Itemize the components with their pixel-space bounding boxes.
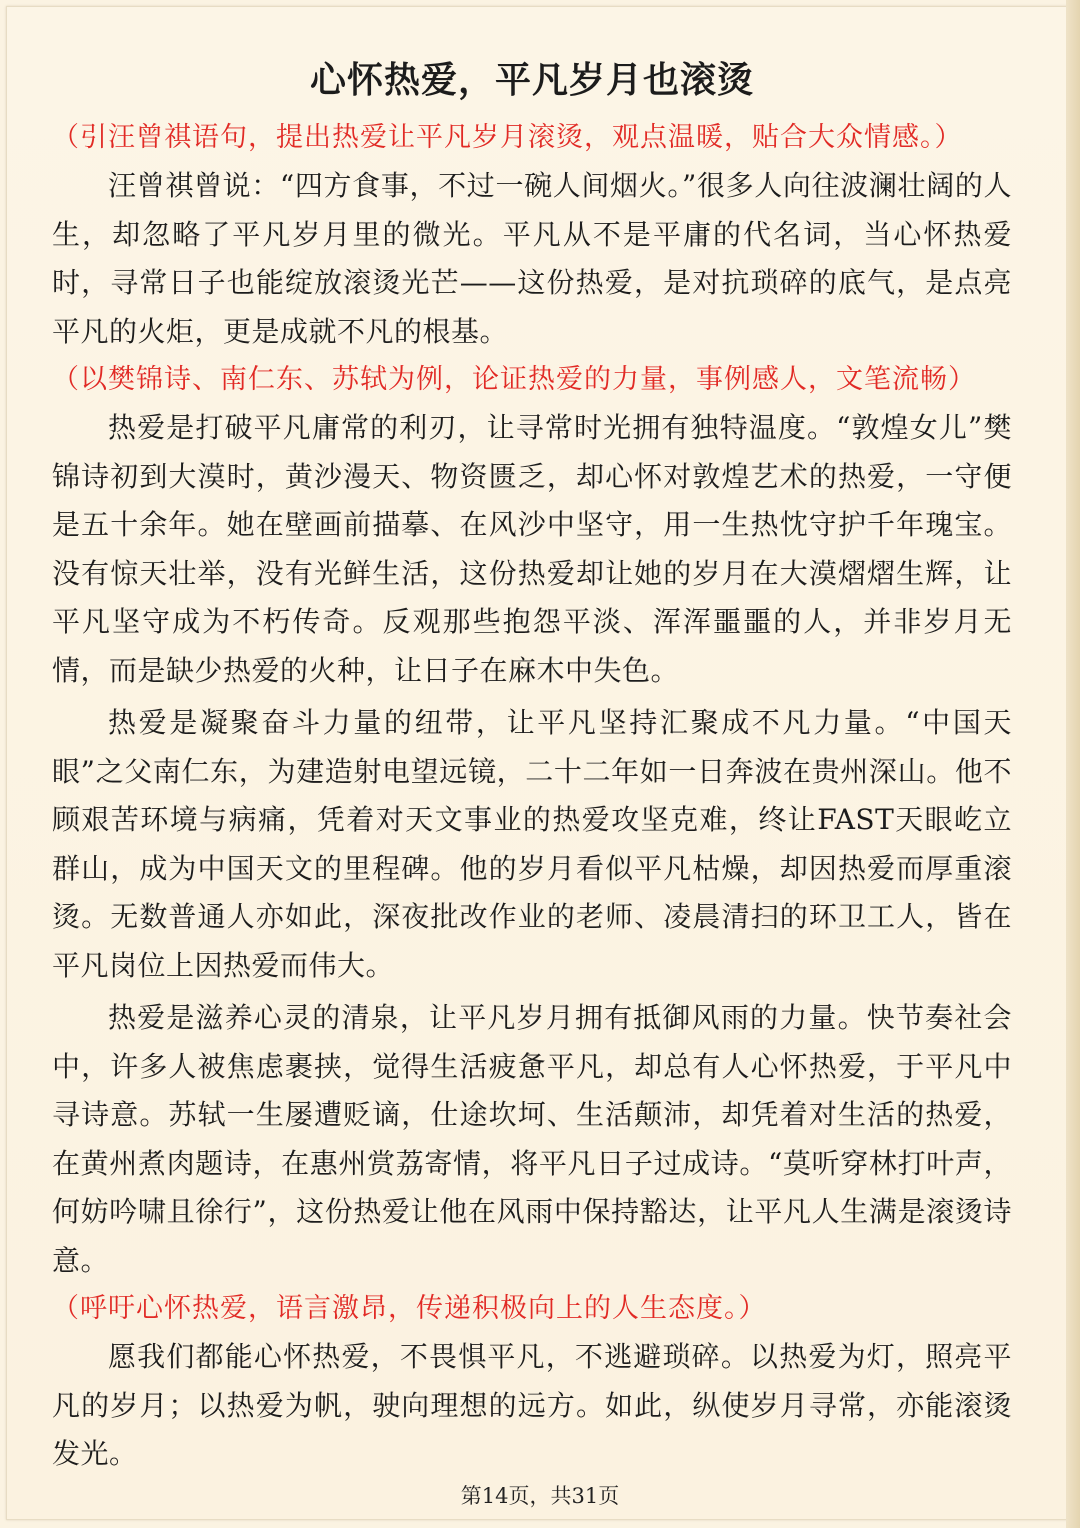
essay-title: 心怀热爱，平凡岁月也滚烫	[309, 60, 754, 101]
paragraph-conclusion: 愿我们都能心怀热爱，不畏惧平凡，不逃避琐碎。以热爱为灯，照亮平凡的岁月；以热爱为帆，驶向理想的远方。如此，纵使岁月寻常，亦能滚烫发光。	[52, 1340, 1012, 1470]
paragraph-su-shi: 热爱是滋养心灵的清泉，让平凡岁月拥有抵御风雨的力量。快节奏社会中，许多人被焦虑裹挟，觉得生活疲惫平凡，却总有人心怀热爱，于平凡中寻诗意。苏轼一生屡遭贬谪，仕途坎坷、生活颠沛，却凭着对生活的热爱，在黄州煮肉题诗，在惠州赏荔寄情，将平凡日子过成诗。“莫听穿林打叶声，何妨吟啸且徐行”，这份热爱让他在风雨中保持豁达，让平凡人生满是滚烫诗意。	[52, 1001, 1012, 1277]
annotation-body: （以樊锦诗、南仁东、苏轼为例，论证热爱的力量，事例感人，文笔流畅）	[52, 364, 976, 395]
paragraph-intro: 汪曾祺曾说：“四方食事，不过一碗人间烟火。”很多人向往波澜壮阔的人生，却忽略了平凡岁月里的微光。平凡从不是平庸的代名词，当心怀热爱时，寻常日子也能绽放滚烫光芒——这份热爱，是对抗琐碎的底气，是点亮平凡的火炬，更是成就不凡的根基。	[52, 169, 1012, 348]
paragraph-nan-rendong: 热爱是凝聚奋斗力量的纽带，让平凡坚持汇聚成不凡力量。“中国天眼”之父南仁东，为建造射电望远镜，二十二年如一日奔波在贵州深山。他不顾艰苦环境与病痛，凭着对天文事业的热爱攻坚克难，终让FAST天眼屹立群山，成为中国天文的里程碑。他的岁月看似平凡枯燥，却因热爱而厚重滚烫。无数普通人亦如此，深夜批改作业的老师、凌晨清扫的环卫工人，皆在平凡岗位上因热爱而伟大。	[52, 706, 1012, 982]
annotation-conclusion: （呼吁心怀热爱，语言激昂，传递积极向上的人生态度。）	[52, 1293, 767, 1324]
annotation-intro: （引汪曾祺语句，提出热爱让平凡岁月滚烫，观点温暖，贴合大众情感。）	[52, 122, 963, 153]
page-edge	[1066, 0, 1080, 1528]
document-body	[52, 52, 1012, 1479]
paragraph-fan-jinshi: 热爱是打破平凡庸常的利刃，让寻常时光拥有独特温度。“敦煌女儿”樊锦诗初到大漠时，黄沙漫天、物资匮乏，却心怀对敦煌艺术的热爱，一守便是五十余年。她在壁画前描摹、在风沙中坚守，用一生热忱守护千年瑰宝。没有惊天壮举，没有光鲜生活，这份热爱却让她的岁月在大漠熠熠生辉，让平凡坚守成为不朽传奇。反观那些抱怨平淡、浑浑噩噩的人，并非岁月无情，而是缺少热爱的火种，让日子在麻木中失色。	[52, 411, 1012, 687]
page-number: 第14页，共31页	[460, 1484, 620, 1508]
